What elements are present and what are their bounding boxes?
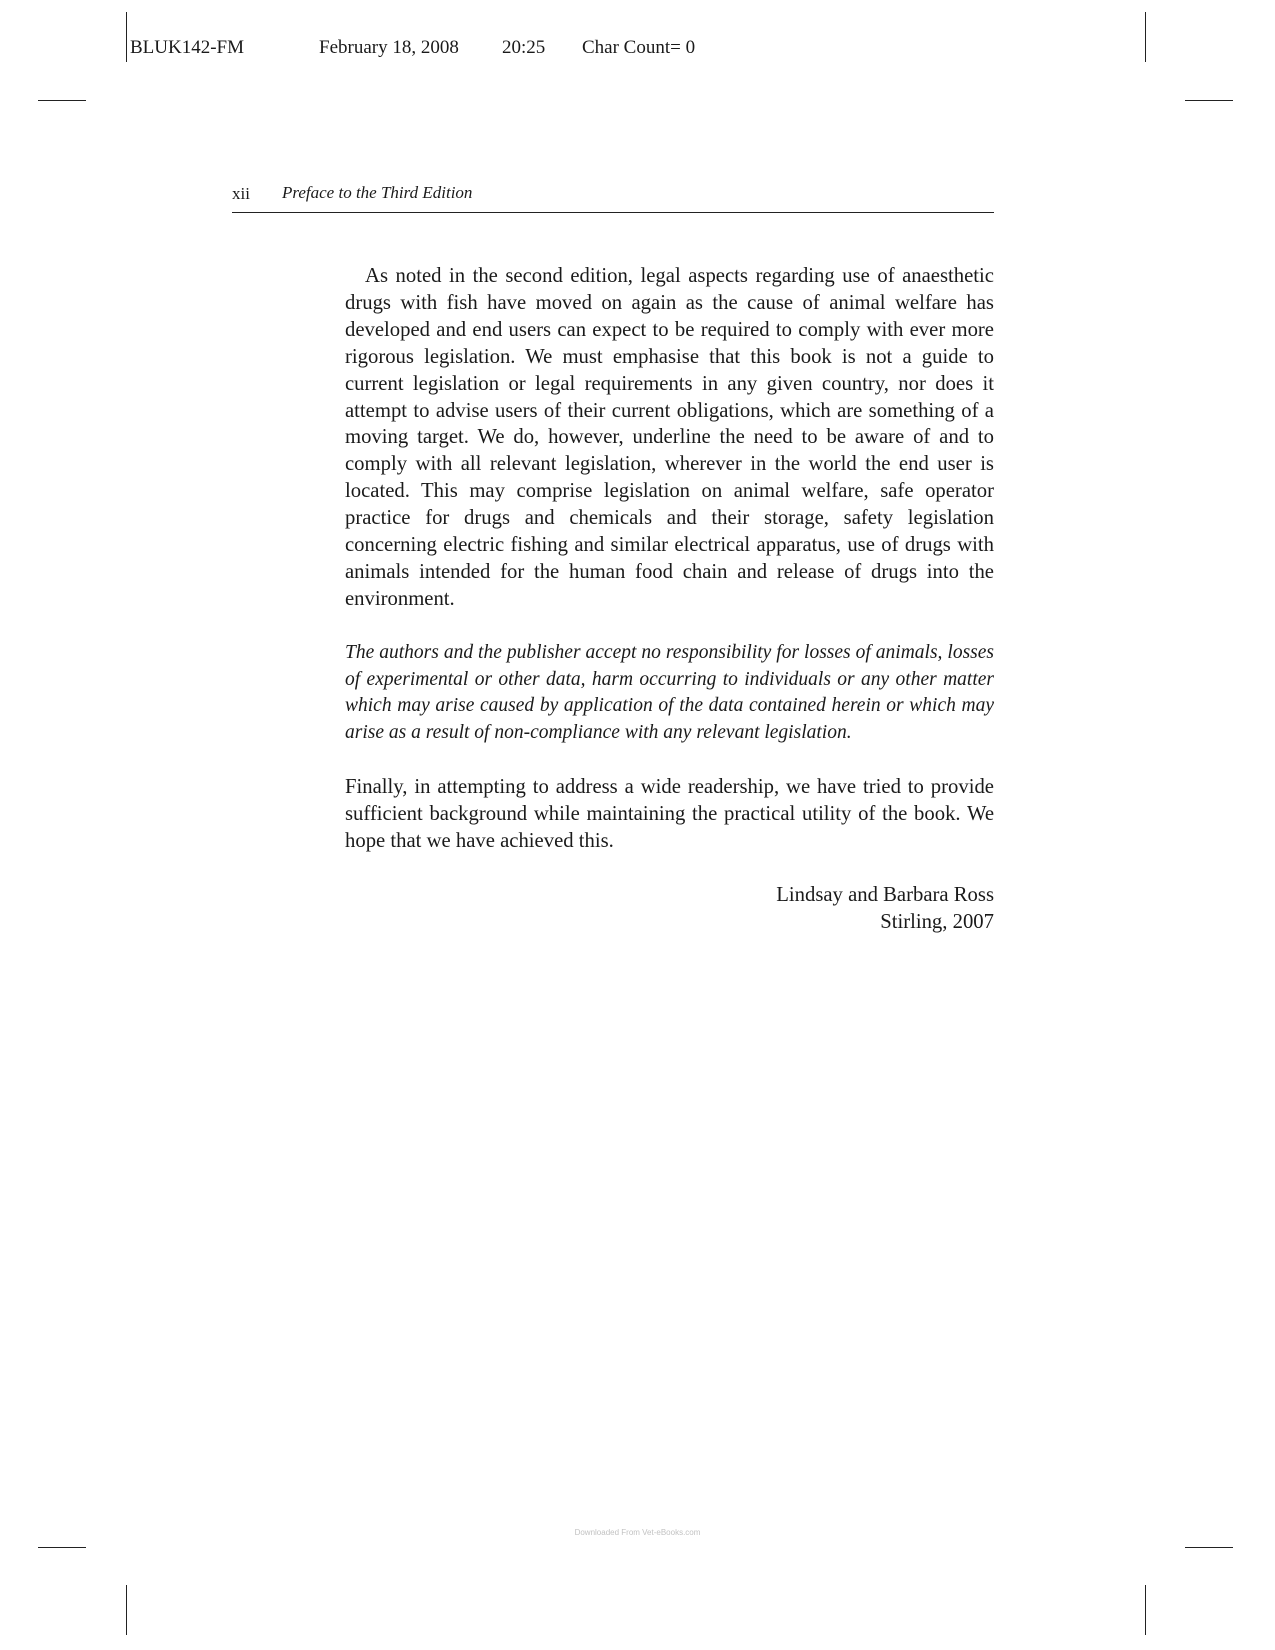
slug-char-count: Char Count= 0: [582, 37, 696, 58]
signature-authors: Lindsay and Barbara Ross: [776, 883, 994, 906]
paragraph-legal-aspects: As noted in the second edition, legal aspects regarding use of anaesthetic drugs with fish have moved on again as the cause of animal welfare has developed and end users can expect to be required to comply with ever more rigorous legislation. We must emphasise that this book is not a guide to current legislation or legal requirements in any given country, nor does it attempt to advise users of their current obligations, which are something of a moving target. We do, however, underline the need to be aware of and to comply with all relevant legislation, wherever in the world the end user is located. This may comprise legislation on animal welfare, safe operator practice for drugs and chemicals and their storage, safety legislation concerning electric fishing and similar electrical apparatus, use of drugs with animals intended for the human food chain and release of drugs into the environment.: [345, 265, 994, 610]
signature-place-year: Stirling, 2007: [880, 910, 994, 933]
paragraph-closing: Finally, in attempting to address a wide readership, we have tried to provide sufficient background while maintaining the practical utility of the book. We hope that we have achieved this.: [345, 776, 994, 852]
crop-mark-bottom-left-vertical: [126, 1585, 127, 1635]
running-head: [232, 180, 994, 213]
paragraph-disclaimer: The authors and the publisher accept no responsibility for losses of animals, losses of experimental or other data, harm occurring to individuals or any other matter which may arise caused by application of the data contained herein or which may arise as a result of non-compliance with any relevant legislation.: [345, 641, 994, 744]
page-body: [345, 263, 994, 936]
crop-mark-bottom-left-horizontal: [38, 1547, 86, 1548]
slug-date: February 18, 2008: [319, 37, 459, 58]
crop-mark-bottom-right-horizontal: [1185, 1547, 1233, 1548]
crop-mark-top-left-horizontal: [38, 100, 86, 101]
slug-job-id: BLUK142-FM: [130, 37, 245, 58]
running-head-title: Preface to the Third Edition: [282, 183, 473, 202]
crop-mark-top-right-horizontal: [1185, 100, 1233, 101]
crop-mark-bottom-right-vertical: [1145, 1585, 1146, 1635]
watermark: Downloaded From Vet-eBooks.com: [574, 1528, 701, 1537]
crop-mark-top-right-vertical: [1145, 12, 1146, 62]
crop-mark-top-left-vertical: [126, 12, 127, 62]
slug-time: 20:25: [502, 37, 546, 58]
page-number: xii: [232, 184, 250, 203]
